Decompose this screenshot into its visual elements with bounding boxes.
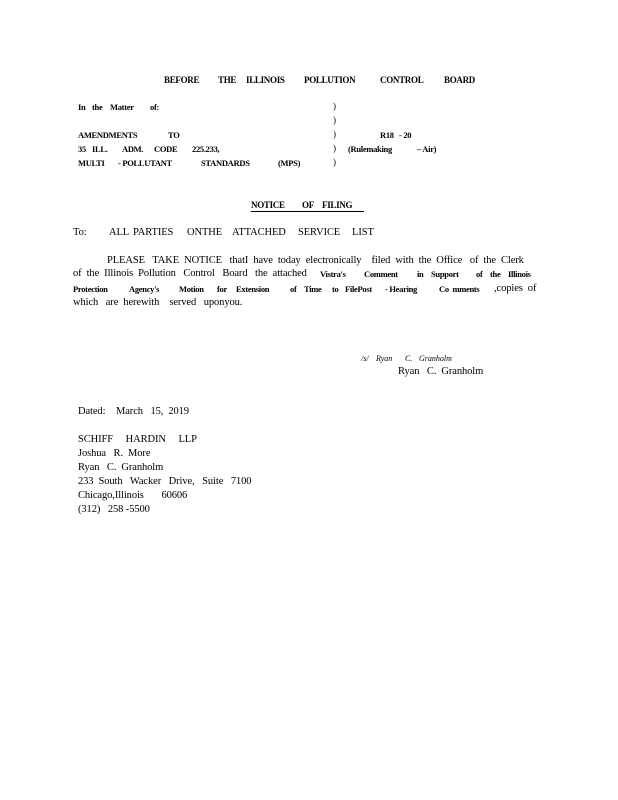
notice-title-word: OF [302,200,314,210]
caption-word: the [92,102,103,112]
paragraph-small-word: Support [431,269,459,279]
street-address: 233 South Wacker Drive, Suite 7100 [78,476,252,487]
to-word: ONTHE [187,227,223,238]
paragraph-small-word: Extension [236,284,270,294]
paragraph-small-word: in [417,269,424,279]
signature-word: Granholm [419,354,452,363]
caption-word: ILL. [92,144,108,154]
dated-label: Dated: [78,406,106,417]
header-word: THE [218,75,237,85]
paragraph-small-word: - Hearing [385,284,418,294]
caption-word: (MPS) [278,158,301,168]
paragraph-line-tail: ,copies of [494,283,537,294]
to-word: ATTACHED [232,227,286,238]
to-label: To: [73,227,87,238]
caption-word: TO [168,130,180,140]
caption-word: 35 [78,144,86,154]
caption-word: of: [150,102,160,112]
paragraph-small-word: Time [304,284,322,294]
header-word: ILLINOIS [246,75,285,85]
signer-name: Ryan C. Granholm [398,366,484,377]
docket-number: R18 [380,130,394,140]
to-word: SERVICE [298,227,341,238]
caption-paren: ) [333,129,336,139]
caption-paren: ) [333,115,336,125]
paragraph-line: of the Illinois Pollution Control Board the attached [73,268,307,279]
paragraph-line: which are herewith served uponyou. [73,297,243,308]
paragraph-small-word: of [476,269,483,279]
caption-paren: ) [333,157,336,167]
firm-name: SCHIFF HARDIN LLP [78,434,197,445]
caption-word: AMENDMENTS [78,130,138,140]
header-word: CONTROL [380,75,424,85]
docket-number-suffix: - 20 [399,130,412,140]
paragraph-small-word: Protection [73,284,108,294]
notice-title-word: NOTICE [251,200,285,210]
signature-word: C. [405,354,413,363]
caption-word: ADM. [122,144,144,154]
caption-word: Matter [110,102,134,112]
dated-date: March 15, 2019 [116,406,189,417]
caption-paren: ) [333,101,336,111]
paragraph-small-word: Motion [179,284,204,294]
paragraph-small-word: Illinois [508,269,531,279]
caption-word: In [78,102,86,112]
notice-title-word: FILING [322,200,353,210]
notice-title-underline [251,211,364,212]
paragraph-small-word: for [217,284,227,294]
paragraph-small-word: Co mments [439,284,480,294]
header-word: BEFORE [164,75,200,85]
attorney-name: Joshua R. More [78,448,151,459]
paragraph-small-word: Comment [364,269,398,279]
caption-word: 225.233, [192,144,220,154]
signature-word: Ryan [376,354,393,363]
caption-word: - POLLUTANT [118,158,172,168]
caption-word: CODE [154,144,178,154]
rulemaking-label-suffix: – Air) [417,144,437,154]
paragraph-line: PLEASE TAKE NOTICE thatI have today electronically filed with the Office of the Clerk [107,255,524,266]
header-word: BOARD [444,75,476,85]
rulemaking-label: (Rulemaking [348,144,392,154]
to-word: PARTIES [133,227,174,238]
to-word: LIST [352,227,374,238]
paragraph-small-word: FilePost [345,284,372,294]
header-word: POLLUTION [304,75,356,85]
attorney-name: Ryan C. Granholm [78,462,164,473]
paragraph-small-word: to [332,284,339,294]
city-state-zip: Chicago,Illinois 60606 [78,490,188,501]
caption-paren: ) [333,143,336,153]
phone-number: (312) 258 -5500 [78,504,150,515]
to-word: ALL [109,227,130,238]
caption-word: STANDARDS [201,158,250,168]
caption-word: MULTI [78,158,105,168]
paragraph-small-word: the [490,269,501,279]
paragraph-small-word: Agency's [129,284,160,294]
paragraph-small-word: Vistra's [320,269,346,279]
signature-word: /s/ [361,354,369,363]
paragraph-small-word: of [290,284,297,294]
